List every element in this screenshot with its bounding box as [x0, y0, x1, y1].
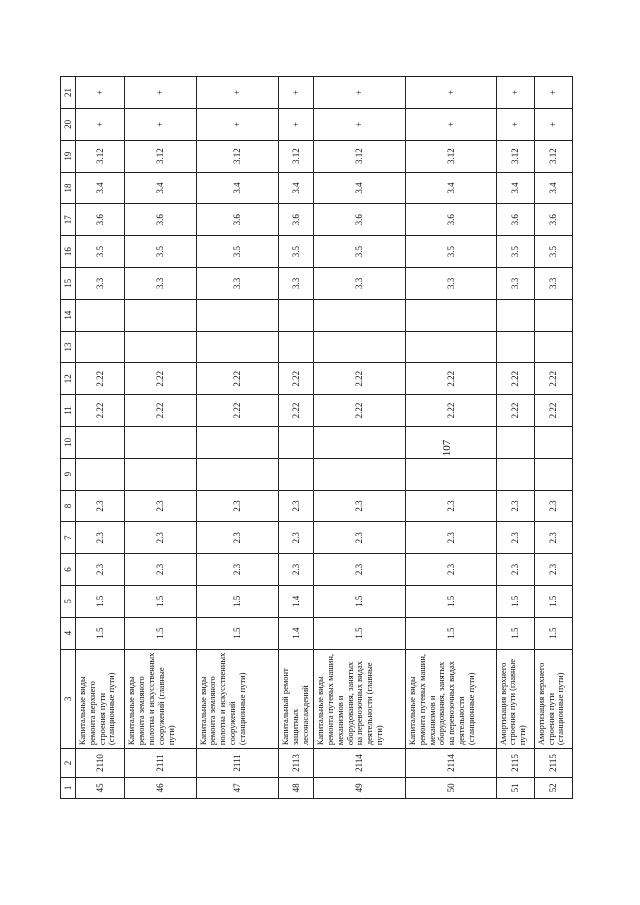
table-cell: 3.6 [534, 204, 572, 236]
table-cell [496, 331, 534, 363]
column-number: 18 [61, 172, 76, 204]
table-cell: 3.12 [534, 140, 572, 172]
row-description: Капитальные виды ремонта верхнего строения пути (станционные пути) [76, 649, 125, 749]
table-cell: 3.5 [406, 236, 497, 268]
row-number: 46 [125, 777, 196, 798]
table-cell: 2.3 [196, 490, 278, 522]
table-cell: + [278, 77, 313, 109]
table-cell: 2.3 [196, 554, 278, 586]
column-number: 1 [61, 777, 76, 798]
table-cell: + [76, 108, 125, 140]
table-cell: 3.4 [278, 172, 313, 204]
table-body [76, 77, 573, 799]
table-cell: 2.3 [496, 490, 534, 522]
table-cell: 1.5 [496, 585, 534, 617]
table-cell: 1.5 [196, 617, 278, 649]
column-number: 4 [61, 617, 76, 649]
table-cell: 3.6 [76, 204, 125, 236]
table-cell: 3.4 [534, 172, 572, 204]
table-cell: + [125, 77, 196, 109]
table-cell: + [406, 108, 497, 140]
table-cell: 2.22 [496, 395, 534, 427]
table-cell [314, 426, 406, 458]
table-cell: 3.5 [278, 236, 313, 268]
table-cell: 2.22 [314, 363, 406, 395]
table-cell: 2.3 [196, 522, 278, 554]
column-number: 14 [61, 299, 76, 331]
table-container [60, 76, 573, 799]
table-cell: 1.5 [125, 585, 196, 617]
table-cell: 3.4 [496, 172, 534, 204]
table-cell: 2.3 [76, 522, 125, 554]
table-cell: 3.6 [196, 204, 278, 236]
column-number: 13 [61, 331, 76, 363]
row-number: 52 [534, 777, 572, 798]
table-cell: 3.3 [496, 267, 534, 299]
table-cell: 3.4 [314, 172, 406, 204]
row-code: 2111 [196, 749, 278, 778]
table-cell: 2.3 [406, 554, 497, 586]
table-cell: 2.3 [496, 554, 534, 586]
table-cell: 2.3 [125, 554, 196, 586]
table-cell: + [314, 108, 406, 140]
table-cell: + [534, 77, 572, 109]
table-cell: 2.22 [496, 363, 534, 395]
table-cell: 1.5 [314, 585, 406, 617]
row-number: 48 [278, 777, 313, 798]
table-cell [125, 458, 196, 490]
table-row [406, 77, 497, 799]
table-cell: 2.3 [278, 490, 313, 522]
row-number: 45 [76, 777, 125, 798]
table-cell: 1.4 [278, 617, 313, 649]
table-cell: 3.6 [406, 204, 497, 236]
row-number: 47 [196, 777, 278, 798]
table-cell [125, 299, 196, 331]
table-cell: 1.5 [196, 585, 278, 617]
row-description: Амортизация верхнего строения пути (станционные пути) [534, 649, 572, 749]
table-cell: + [314, 77, 406, 109]
column-number: 12 [61, 363, 76, 395]
table-cell: 3.5 [125, 236, 196, 268]
table-cell: 3.12 [125, 140, 196, 172]
row-description: Капитальные виды ремонта земляного полотна и искусственных сооружений (главные пути) [125, 649, 196, 749]
table-cell: 2.3 [125, 522, 196, 554]
table-cell: 2.3 [314, 554, 406, 586]
table-cell: 3.12 [496, 140, 534, 172]
table-cell: + [196, 108, 278, 140]
table-cell: 2.3 [406, 490, 497, 522]
table-cell: 2.3 [125, 490, 196, 522]
table-cell [76, 458, 125, 490]
table-cell [278, 458, 313, 490]
table-cell [278, 331, 313, 363]
table-cell: 2.3 [314, 522, 406, 554]
column-number: 8 [61, 490, 76, 522]
table-row [76, 77, 125, 799]
table-cell: 2.22 [314, 395, 406, 427]
table-cell: 1.5 [534, 585, 572, 617]
table-cell [406, 299, 497, 331]
table-cell [496, 458, 534, 490]
table-cell: 1.5 [76, 617, 125, 649]
row-code: 2114 [314, 749, 406, 778]
table-row [314, 77, 406, 799]
table-cell [196, 299, 278, 331]
table-cell: 3.6 [278, 204, 313, 236]
column-number: 21 [61, 77, 76, 109]
table-cell [196, 331, 278, 363]
table-cell: 3.12 [406, 140, 497, 172]
table-cell [278, 299, 313, 331]
table-cell: 3.12 [278, 140, 313, 172]
table-cell: 3.5 [534, 236, 572, 268]
table-cell [496, 299, 534, 331]
row-code: 2114 [406, 749, 497, 778]
table-cell: 3.3 [278, 267, 313, 299]
table-cell: 2.3 [76, 490, 125, 522]
row-description: Капитальный ремонт защитных лесонасаждений [278, 649, 313, 749]
table-cell: 2.3 [534, 490, 572, 522]
table-cell: 2.22 [406, 363, 497, 395]
table-cell: + [278, 108, 313, 140]
table-cell: + [125, 108, 196, 140]
table-cell: 2.22 [196, 395, 278, 427]
row-code: 2115 [496, 749, 534, 778]
column-number: 2 [61, 749, 76, 778]
table-cell: 2.22 [125, 395, 196, 427]
table-cell [196, 458, 278, 490]
table-cell: 3.4 [125, 172, 196, 204]
table-cell: 3.6 [496, 204, 534, 236]
table-cell: + [406, 77, 497, 109]
table-cell: 2.3 [406, 522, 497, 554]
table-cell [496, 426, 534, 458]
table-cell: 3.3 [314, 267, 406, 299]
table-row [196, 77, 278, 799]
table-cell: 2.22 [278, 395, 313, 427]
table-cell [314, 331, 406, 363]
table-cell: 3.5 [314, 236, 406, 268]
column-number: 11 [61, 395, 76, 427]
column-number: 19 [61, 140, 76, 172]
column-number: 16 [61, 236, 76, 268]
table-cell: 3.3 [406, 267, 497, 299]
table-cell: 1.5 [314, 617, 406, 649]
row-code: 2111 [125, 749, 196, 778]
table-cell: 2.22 [534, 363, 572, 395]
table-cell: 3.5 [196, 236, 278, 268]
row-number: 51 [496, 777, 534, 798]
table-row [534, 77, 572, 799]
table-cell: 3.12 [196, 140, 278, 172]
table-cell: 2.3 [534, 522, 572, 554]
table-cell: 3.4 [406, 172, 497, 204]
row-number: 49 [314, 777, 406, 798]
column-number: 15 [61, 267, 76, 299]
row-description: Капитальные виды ремонта земляного полотна и искусственных сооружений (станционные пути) [196, 649, 278, 749]
table-cell: 2.3 [76, 554, 125, 586]
table-row [125, 77, 196, 799]
table-cell [406, 426, 497, 458]
table-cell: 2.22 [125, 363, 196, 395]
row-code: 2115 [534, 749, 572, 778]
table-cell: 2.22 [76, 395, 125, 427]
column-number: 3 [61, 649, 76, 749]
table-cell: 2.22 [278, 363, 313, 395]
table-cell: 3.4 [196, 172, 278, 204]
table-cell: 2.3 [278, 554, 313, 586]
table-cell: 3.12 [314, 140, 406, 172]
table-cell: 3.3 [125, 267, 196, 299]
row-number: 50 [406, 777, 497, 798]
table-cell: 1.4 [278, 585, 313, 617]
table-cell: 3.3 [196, 267, 278, 299]
table-cell: 2.3 [496, 522, 534, 554]
table-cell: + [496, 108, 534, 140]
column-number: 5 [61, 585, 76, 617]
table-cell [125, 426, 196, 458]
table-cell: 3.12 [76, 140, 125, 172]
table-cell [125, 331, 196, 363]
table-cell [534, 299, 572, 331]
row-description: Амортизация верхнего строения пути (главные пути) [496, 649, 534, 749]
table-cell [76, 299, 125, 331]
table-cell: 3.6 [314, 204, 406, 236]
table-cell: 3.4 [76, 172, 125, 204]
table-cell: 2.22 [406, 395, 497, 427]
table-row [496, 77, 534, 799]
table-cell: 1.5 [76, 585, 125, 617]
table-cell: 2.22 [534, 395, 572, 427]
table-cell: 1.5 [406, 585, 497, 617]
table-cell: + [534, 108, 572, 140]
table-cell [196, 426, 278, 458]
table-cell [314, 458, 406, 490]
table-cell [314, 299, 406, 331]
table-cell [406, 331, 497, 363]
table-cell: 1.5 [534, 617, 572, 649]
row-code: 2110 [76, 749, 125, 778]
table-cell [534, 426, 572, 458]
data-table [60, 76, 573, 799]
table-row [278, 77, 313, 799]
table-cell: 2.3 [278, 522, 313, 554]
column-number: 10 [61, 426, 76, 458]
table-cell: 1.5 [406, 617, 497, 649]
table-cell: 2.3 [534, 554, 572, 586]
table-cell [534, 331, 572, 363]
row-description: Капитальные виды ремонта путевых машин, механизмов и оборудования, занятых на перевозочных видах деятельности (главные пути) [314, 649, 406, 749]
table-cell [76, 331, 125, 363]
table-cell: + [76, 77, 125, 109]
table-cell [76, 426, 125, 458]
table-cell: 2.22 [196, 363, 278, 395]
table-cell: 3.5 [496, 236, 534, 268]
column-number: 6 [61, 554, 76, 586]
column-number: 20 [61, 108, 76, 140]
table-cell: 1.5 [125, 617, 196, 649]
table-cell [534, 458, 572, 490]
table-cell: + [196, 77, 278, 109]
column-number: 7 [61, 522, 76, 554]
table-cell: + [496, 77, 534, 109]
column-number-row [61, 77, 76, 799]
table-cell: 1.5 [496, 617, 534, 649]
table-cell: 2.22 [76, 363, 125, 395]
row-code: 2113 [278, 749, 313, 778]
page-number: 107 [441, 439, 453, 457]
column-number: 17 [61, 204, 76, 236]
table-cell: 3.3 [534, 267, 572, 299]
table-cell [278, 426, 313, 458]
row-description: Капитальные виды ремонта путевых машин, механизмов и оборудования, занятых на перевозочных видах деятельности (станционные пути) [406, 649, 497, 749]
column-number: 9 [61, 458, 76, 490]
table-cell: 2.3 [314, 490, 406, 522]
table-cell: 3.6 [125, 204, 196, 236]
table-cell: 3.5 [76, 236, 125, 268]
table-cell: 3.3 [76, 267, 125, 299]
table-cell [406, 458, 497, 490]
